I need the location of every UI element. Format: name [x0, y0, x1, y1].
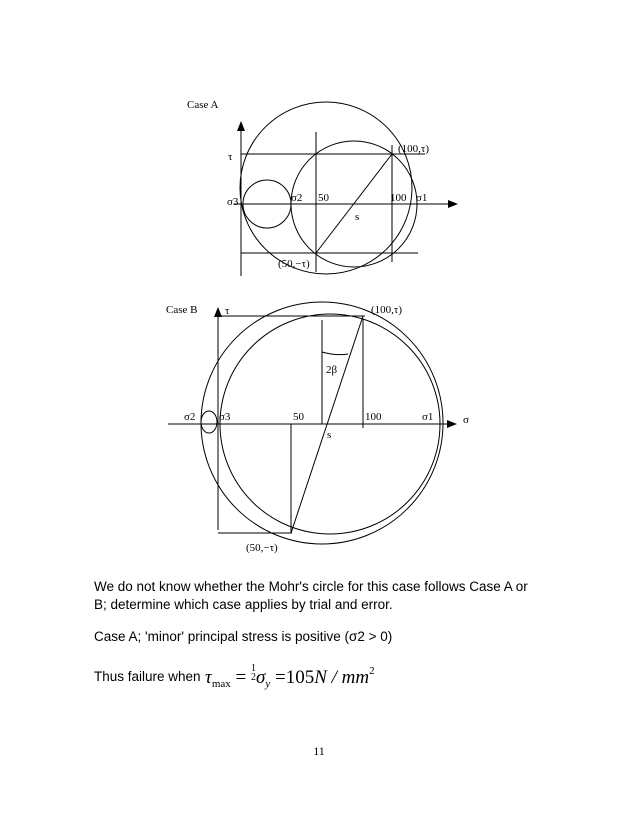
case-b-sigma3-label: σ3 [219, 411, 231, 423]
case-a-sigma2-label: σ2 [291, 192, 303, 204]
case-a-outer-circle [240, 102, 412, 274]
formula-unit: N / mm [314, 667, 370, 688]
case-a-point-bottom: (50,−τ) [278, 258, 310, 270]
case-b-fifty-label: 50 [293, 411, 304, 423]
formula-rhs: =105 [275, 667, 315, 688]
formula-max-subscript: max [211, 678, 231, 690]
case-a-point-top: (100,τ) [398, 143, 429, 155]
formula-y-subscript: y [265, 678, 271, 690]
case-b-tau-label: τ [225, 305, 230, 317]
case-b-small-circle [201, 411, 217, 433]
case-b-s-label: s [327, 429, 332, 441]
formula-half-denominator: 2 [250, 672, 256, 683]
page-number: 11 [313, 744, 325, 758]
case-b-hundred-label: 100 [365, 411, 382, 423]
case-a-tau-label: τ [228, 151, 233, 163]
case-a-sigma3-label: σ3 [227, 196, 239, 208]
formula-tau: τ [205, 667, 212, 688]
formula-equals: = [235, 667, 247, 688]
case-a-statement: Case A; 'minor' principal stress is positive (σ2 > 0) [94, 629, 393, 644]
paragraph-line-2: B; determine which case applies by trial and error. [94, 597, 393, 612]
case-a-title: Case A [187, 99, 219, 111]
case-a-fifty-label: 50 [318, 192, 329, 204]
formula-exponent: 2 [369, 665, 375, 677]
case-b-diagram [166, 302, 469, 554]
case-b-point-bottom: (50,−τ) [246, 542, 278, 554]
failure-label: Thus failure when [94, 669, 201, 684]
case-a-hundred-label: 100 [390, 192, 407, 204]
case-a-sigma1-label: σ1 [416, 192, 428, 204]
failure-formula [205, 664, 375, 690]
formula-half-numerator: 1 [250, 663, 256, 674]
case-b-sigma2-label: σ2 [184, 411, 196, 423]
case-a-diagram [187, 99, 457, 276]
case-b-two-beta-label: 2β [326, 364, 338, 376]
case-b-sigma1-label: σ1 [422, 411, 434, 423]
case-b-title: Case B [166, 304, 198, 316]
case-b-point-top: (100,τ) [371, 304, 402, 316]
case-a-s-label: s [355, 211, 360, 223]
case-b-sigma-label: σ [463, 414, 469, 426]
formula-sigma: σ [255, 667, 266, 688]
explanation-paragraph [94, 578, 528, 614]
paragraph-line-1: We do not know whether the Mohr's circle for this case follows Case A or [94, 579, 528, 594]
case-b-angle-arc [322, 352, 348, 355]
